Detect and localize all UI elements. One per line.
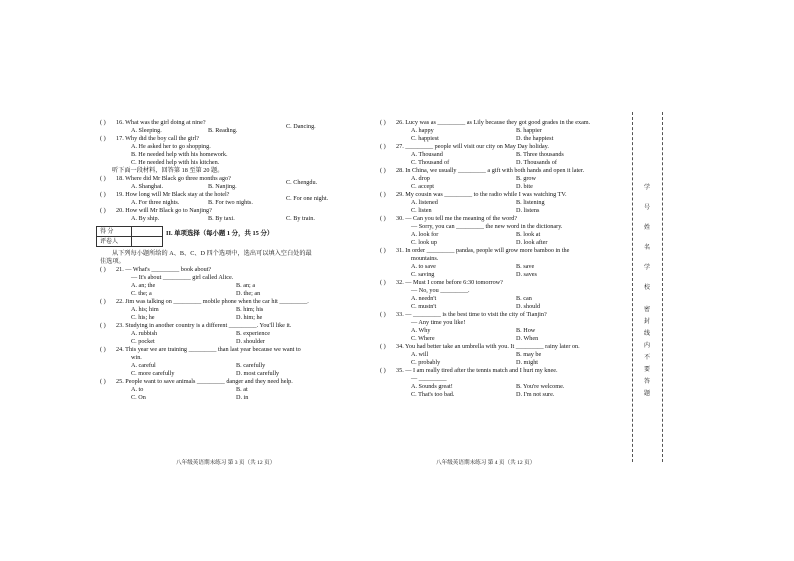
- question-text: 21. — What's _________ book about?: [116, 266, 212, 273]
- option-c: C. mustn't: [411, 303, 437, 310]
- question-text: 35. — I am really tired after the tennis match and I hurt my knee.: [396, 367, 558, 374]
- option-b: B. He needed help with his homework.: [131, 151, 228, 158]
- options-25-cd: [100, 395, 368, 403]
- answer-paren[interactable]: ( ): [380, 279, 386, 286]
- option-c: C. Where: [411, 335, 435, 342]
- question-text: — Any time you like!: [411, 319, 466, 326]
- option-b: B. Three thousands: [516, 151, 564, 158]
- choice-instruction: [100, 251, 368, 259]
- right-column: [380, 120, 664, 400]
- question-text: 22. Jim was talking on _________ mobile phone when the car hit _________.: [116, 298, 309, 305]
- answer-paren[interactable]: ( ): [380, 247, 386, 254]
- option-a: A. happy: [411, 127, 434, 134]
- options-35-cd: [380, 392, 664, 400]
- answer-paren[interactable]: ( ): [380, 191, 386, 198]
- option-d: D. Thousands of: [516, 159, 557, 166]
- option-a: A. He asked her to go shopping.: [131, 143, 211, 150]
- answer-paren[interactable]: ( ): [100, 346, 106, 353]
- binding-label: 线: [643, 331, 650, 337]
- binding-label: 封: [643, 319, 650, 325]
- answer-paren[interactable]: ( ): [380, 143, 386, 150]
- binding-strip: [628, 102, 670, 466]
- binding-label: 答: [643, 379, 650, 385]
- question-text: 33. — _________ is the best time to visit the city of Tianjin?: [396, 311, 547, 318]
- option-b: B. save: [516, 263, 535, 270]
- option-d: D. bite: [516, 183, 533, 190]
- seal-line-outer: [632, 112, 633, 462]
- page-footer-4: 八年级英语期末练习 第 4 页（共 12 页）: [436, 460, 536, 466]
- option-d: D. should: [516, 303, 541, 310]
- option-a: A. Why: [411, 327, 431, 334]
- option-a: A. drop: [411, 175, 430, 182]
- option-b: B. may be: [516, 351, 542, 358]
- binding-label: 校: [643, 285, 650, 291]
- option-a: A. rubbish: [131, 330, 158, 337]
- option-a: A. Shanghai.: [131, 183, 164, 190]
- question-text: — No, you _________.: [411, 287, 470, 294]
- answer-paren[interactable]: ( ): [380, 311, 386, 318]
- section-header: [100, 226, 368, 248]
- binding-label: 学: [643, 185, 650, 191]
- question-text: — It's about _________ girl called Alice.: [131, 274, 234, 281]
- question-text: 17. Why did the boy call the girl?: [116, 135, 200, 142]
- answer-paren[interactable]: ( ): [100, 322, 106, 329]
- answer-paren[interactable]: ( ): [380, 343, 386, 350]
- option-c: C. On: [131, 394, 146, 401]
- answer-paren[interactable]: ( ): [100, 207, 106, 214]
- option-c: C. look up: [411, 239, 437, 246]
- question-text: 24. This year we are training _________ than last year because we want to: [116, 346, 301, 353]
- option-b: B. him; his: [236, 306, 264, 313]
- option-d: D. I'm not sure.: [516, 391, 555, 398]
- option-b: B. listening: [516, 199, 545, 206]
- option-c: C. Thousand of: [411, 159, 450, 166]
- option-a: A. an; the: [131, 282, 156, 289]
- binding-label: 不: [643, 355, 650, 361]
- option-d: D. the; an: [236, 290, 261, 297]
- option-a: A. careful: [131, 362, 156, 369]
- option-b: B. an; a: [236, 282, 256, 289]
- answer-paren[interactable]: ( ): [100, 266, 106, 273]
- option-c: C. his; he: [131, 314, 155, 321]
- option-d: D. in: [236, 394, 249, 401]
- question-text: 16. What was the girl doing at nine?: [116, 119, 206, 126]
- option-b: B. By taxi.: [208, 215, 235, 222]
- option-a: A. his; him: [131, 306, 159, 313]
- question-text: 31. In order _________ pandas, people will grow more bamboo in the: [396, 247, 570, 254]
- score-label: 得 分: [97, 227, 132, 237]
- option-d: D. listens: [516, 207, 540, 214]
- seal-line-inner: [662, 112, 663, 462]
- answer-paren[interactable]: ( ): [100, 191, 106, 198]
- binding-label: 号: [643, 205, 650, 211]
- option-c: C. probably: [411, 359, 441, 366]
- grader-label: 评卷人: [97, 237, 132, 247]
- option-c: C. listen: [411, 207, 432, 214]
- question-text: 32. — Must I come before 6:30 tomorrow?: [396, 279, 503, 286]
- option-b: B. Nanjing.: [208, 183, 237, 190]
- left-column: [100, 120, 368, 403]
- grader-value-cell[interactable]: [132, 237, 163, 247]
- answer-paren[interactable]: ( ): [100, 119, 106, 126]
- answer-paren[interactable]: ( ): [380, 215, 386, 222]
- option-c: C. He needed help with his kitchen.: [131, 159, 220, 166]
- option-a: A. Sounds great!: [411, 383, 453, 390]
- option-a: A. listened: [411, 199, 438, 206]
- instruction-text: 从下列每小题所给的 A、B、C、D 四个选项中，选出可以填入空白处的最: [112, 250, 312, 257]
- option-b: B. You're welcome.: [516, 383, 565, 390]
- option-a: A. look for: [411, 231, 439, 238]
- question-text: 34. You had better take an umbrella with you. It _________ rainy later on.: [396, 343, 580, 350]
- question-text: 27. _________ people will visit our city on May Day holiday.: [396, 143, 549, 150]
- option-c: C. more carefully: [131, 370, 175, 377]
- binding-label: 学: [643, 265, 650, 271]
- page-footer-3: 八年级英语期末练习 第 3 页（共 12 页）: [176, 460, 276, 466]
- option-c: C. pocket: [131, 338, 155, 345]
- option-b: B. look at: [516, 231, 541, 238]
- option-b: B. Reading.: [208, 127, 238, 134]
- option-c: C. For one night.: [286, 195, 329, 202]
- option-a: A. Thousand: [411, 151, 443, 158]
- option-c: C. accept: [411, 183, 435, 190]
- option-a: A. to: [131, 386, 144, 393]
- question-text: mountains.: [411, 255, 439, 262]
- option-c: C. That's too bad.: [411, 391, 455, 398]
- option-a: A. By ship.: [131, 215, 160, 222]
- question-text: 30. — Can you tell me the meaning of the word?: [396, 215, 518, 222]
- answer-paren[interactable]: ( ): [100, 175, 106, 182]
- score-box: [96, 226, 163, 247]
- option-c: C. Dancing.: [286, 123, 316, 130]
- binding-label: 要: [643, 367, 650, 373]
- option-c: C. By train.: [286, 215, 315, 222]
- option-d: D. might: [516, 359, 539, 366]
- question-text: 20. How will Mr Black go to Nanjing?: [116, 207, 212, 214]
- question-text: — Sorry, you can _________ the new word in the dictionary.: [411, 223, 563, 230]
- binding-label: 姓: [643, 225, 650, 231]
- option-b: B. at: [236, 386, 248, 393]
- option-a: A. to save: [411, 263, 436, 270]
- question-text: 29. My cousin was _________ to the radio while I was watching TV.: [396, 191, 567, 198]
- option-d: D. look after: [516, 239, 548, 246]
- question-text: 23. Studying in another country is a different _________. You'll like it.: [116, 322, 292, 329]
- option-c: C. the; a: [131, 290, 152, 297]
- option-a: A. Sleeping.: [131, 127, 162, 134]
- option-c: C. Chengdu.: [286, 179, 318, 186]
- option-d: D. shoulder: [236, 338, 265, 345]
- option-a: A. needn't: [411, 295, 437, 302]
- answer-paren[interactable]: ( ): [380, 119, 386, 126]
- option-a: A. will: [411, 351, 429, 358]
- question-text: win.: [131, 354, 142, 361]
- option-d: D. the happiest: [516, 135, 554, 142]
- option-d: D. him; he: [236, 314, 263, 321]
- binding-label: 内: [643, 343, 650, 349]
- option-c: C. saving: [411, 271, 435, 278]
- question-text: 18. Where did Mr Black go three months ago?: [116, 175, 231, 182]
- exam-paper: [86, 100, 706, 470]
- options-20: [100, 216, 368, 224]
- score-value-cell[interactable]: [132, 227, 163, 237]
- option-d: D. saves: [516, 271, 537, 278]
- option-a: A. For three nights.: [131, 199, 180, 206]
- answer-paren[interactable]: ( ): [100, 135, 106, 142]
- answer-paren[interactable]: ( ): [380, 167, 386, 174]
- option-c: C. happiest: [411, 135, 439, 142]
- binding-label: 名: [643, 245, 650, 251]
- instruction-text: 佳选项。: [100, 258, 125, 265]
- option-d: D. most carefully: [236, 370, 280, 377]
- option-b: B. How: [516, 327, 536, 334]
- answer-paren[interactable]: ( ): [100, 378, 106, 385]
- question-text: 28. In China, we usually _________ a gift with both hands and open it later.: [396, 167, 585, 174]
- answer-paren[interactable]: ( ): [380, 367, 386, 374]
- question-text: 25. People want to save animals _________ danger and they need help.: [116, 378, 293, 385]
- section-title: II. 单项选择（每小题 1 分，共 15 分）: [166, 230, 274, 237]
- question-text: — _________: [411, 375, 447, 382]
- option-b: B. carefully: [236, 362, 266, 369]
- question-text: 26. Lucy was as _________ as Lily because they got good grades in the exam.: [396, 119, 591, 126]
- binding-label: 题: [643, 391, 650, 397]
- option-b: B. happier: [516, 127, 542, 134]
- binding-label: 密: [643, 307, 650, 313]
- option-d: D. When: [516, 335, 539, 342]
- option-b: B. can: [516, 295, 532, 302]
- option-b: B. experience: [236, 330, 271, 337]
- option-b: B. grow: [516, 175, 536, 182]
- instruction-text: 听下面一段材料，回答第 18 至第 20 题。: [112, 167, 224, 174]
- answer-paren[interactable]: ( ): [100, 298, 106, 305]
- option-b: B. For two nights.: [208, 199, 253, 206]
- question-text: 19. How long will Mr Black stay at the hotel?: [116, 191, 230, 198]
